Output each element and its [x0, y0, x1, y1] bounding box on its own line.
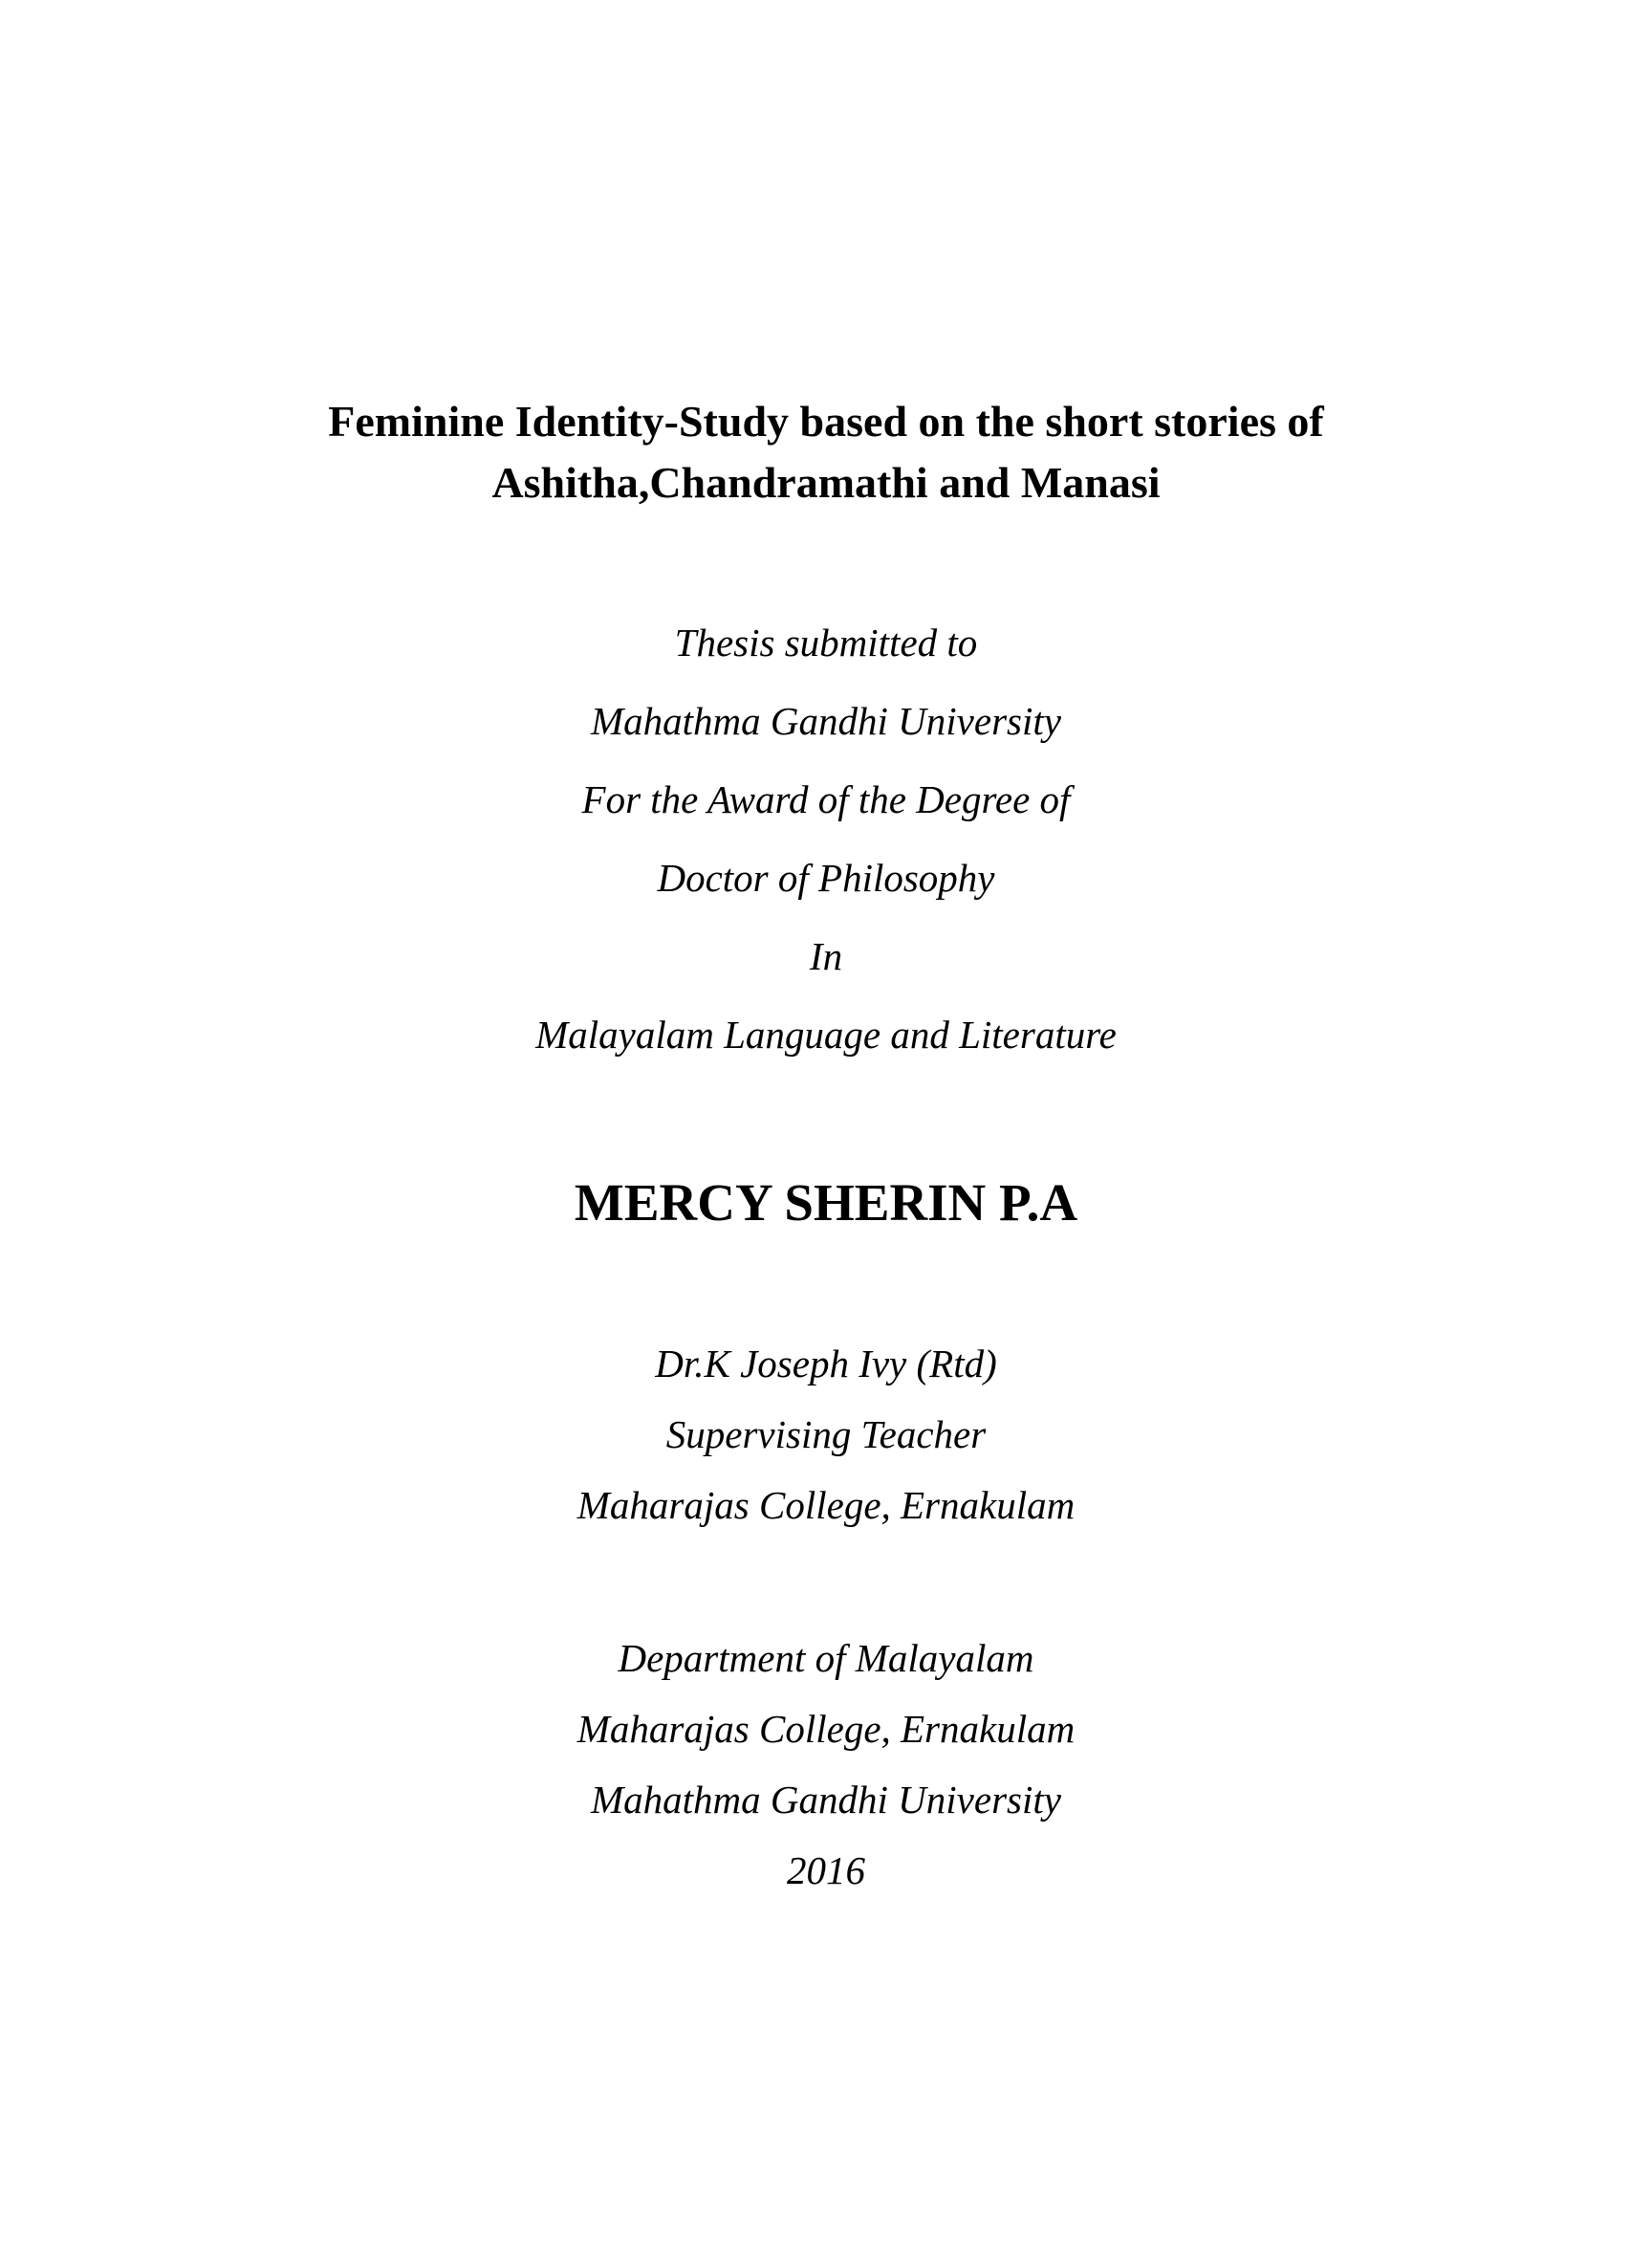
thesis-title-line-1: Feminine Identity-Study based on the short stories of [328, 397, 1324, 446]
department-university: Mahathma Gandhi University [591, 1778, 1061, 1822]
in-text: In [809, 934, 843, 978]
university-name: Mahathma Gandhi University [591, 699, 1061, 743]
thesis-title-line-2: Ashitha,Chandramathi and Manasi [491, 458, 1161, 507]
degree-name: Doctor of Philosophy [657, 856, 995, 900]
submission-year: 2016 [787, 1848, 865, 1892]
author-name: MERCY SHERIN P.A [574, 1173, 1078, 1232]
subject-name: Malayalam Language and Literature [535, 1013, 1117, 1057]
submitted-to-text: Thesis submitted to [674, 621, 978, 665]
department-college: Maharajas College, Ernakulam [576, 1707, 1076, 1751]
award-text: For the Award of the Degree of [581, 777, 1071, 821]
department-name: Department of Malayalam [618, 1636, 1034, 1680]
supervisor-name: Dr.K Joseph Ivy (Rtd) [655, 1342, 997, 1386]
supervisor-role: Supervising Teacher [665, 1412, 987, 1456]
supervisor-college: Maharajas College, Ernakulam [576, 1483, 1076, 1527]
